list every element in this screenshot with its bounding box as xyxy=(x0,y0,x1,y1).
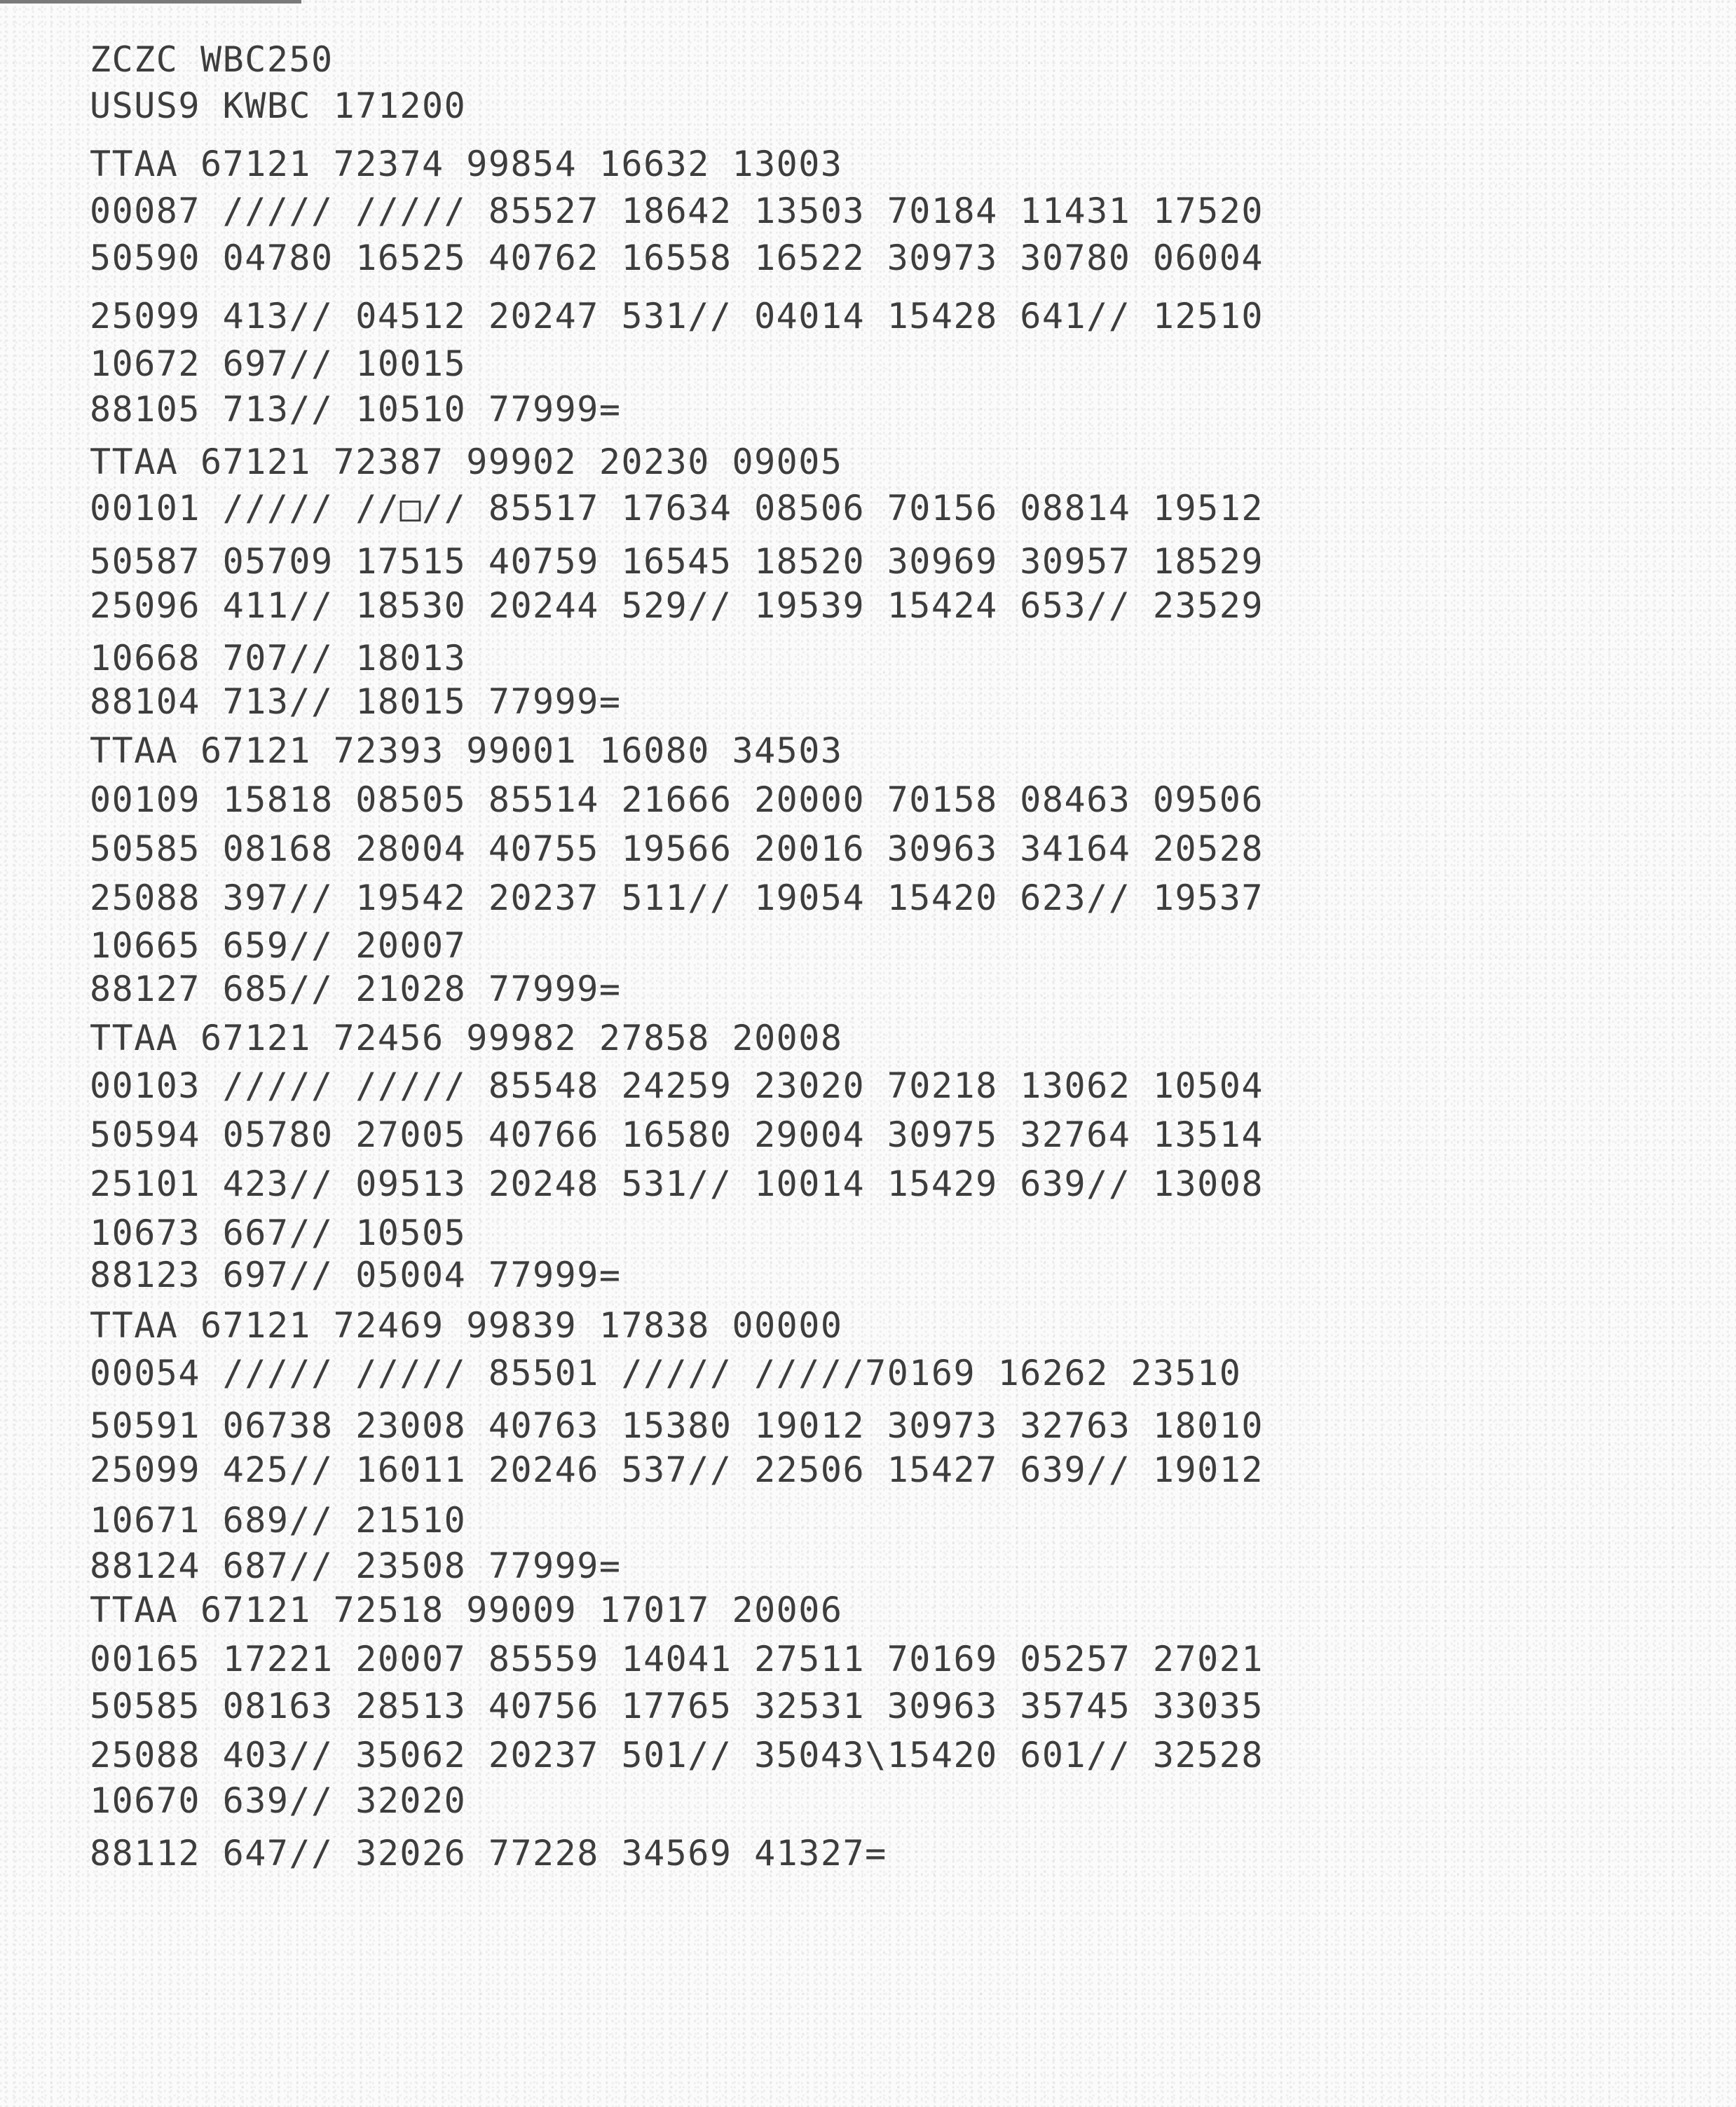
report-line: 25088 397// 19542 20237 511// 19054 15420 623// 19537 xyxy=(90,878,1264,918)
report-line: 25101 423// 09513 20248 531// 10014 15429 639// 13008 xyxy=(90,1164,1264,1204)
report-line: 50590 04780 16525 40762 16558 16522 30973 30780 06004 xyxy=(90,238,1264,278)
report-line: 50587 05709 17515 40759 16545 18520 30969 30957 18529 xyxy=(90,541,1264,582)
report-line: 50585 08163 28513 40756 17765 32531 30963 35745 33035 xyxy=(90,1686,1264,1726)
report-line: TTAA 67121 72374 99854 16632 13003 xyxy=(90,144,843,184)
report-line: 00103 ///// ///// 85548 24259 23020 70218 13062 10504 xyxy=(90,1065,1264,1106)
report-line: 10672 697// 10015 xyxy=(90,343,467,384)
report-line: TTAA 67121 72456 99982 27858 20008 xyxy=(90,1018,843,1058)
report-line: 50591 06738 23008 40763 15380 19012 30973 32763 18010 xyxy=(90,1405,1264,1446)
report-line: 10668 707// 18013 xyxy=(90,638,467,679)
report-line: 00165 17221 20007 85559 14041 27511 70169 05257 27021 xyxy=(90,1639,1264,1679)
report-line: TTAA 67121 72393 99001 16080 34503 xyxy=(90,730,843,771)
report-line: 25096 411// 18530 20244 529// 19539 15424 653// 23529 xyxy=(90,585,1264,626)
report-line: 25099 413// 04512 20247 531// 04014 15428 641// 12510 xyxy=(90,296,1264,336)
report-line: 50594 05780 27005 40766 16580 29004 30975 32764 13514 xyxy=(90,1114,1264,1155)
report-line: 88105 713// 10510 77999= xyxy=(90,389,622,430)
header-line: USUS9 KWBC 171200 xyxy=(90,86,467,126)
report-line: 88104 713// 18015 77999= xyxy=(90,681,622,722)
report-line: 25099 425// 16011 20246 537// 22506 15427 639// 19012 xyxy=(90,1450,1264,1490)
report-line: 10665 659// 20007 xyxy=(90,925,467,966)
report-line: 00087 ///// ///// 85527 18642 13503 70184 11431 17520 xyxy=(90,191,1264,231)
report-line: 10673 667// 10505 xyxy=(90,1213,467,1253)
report-line: 88123 697// 05004 77999= xyxy=(90,1255,622,1295)
report-line: 00101 ///// //□// 85517 17634 08506 70156 08814 19512 xyxy=(90,488,1264,529)
report-line: 10671 689// 21510 xyxy=(90,1500,467,1541)
report-line: TTAA 67121 72518 99009 17017 20006 xyxy=(90,1590,843,1630)
report-line: 88127 685// 21028 77999= xyxy=(90,969,622,1009)
report-line: 25088 403// 35062 20237 501// 35043\15420 601// 32528 xyxy=(90,1735,1264,1775)
report-line: 00054 ///// ///// 85501 ///// /////70169 16262 23510 xyxy=(90,1353,1242,1393)
report-line: 00109 15818 08505 85514 21666 20000 70158 08463 09506 xyxy=(90,779,1264,820)
report-line: 88112 647// 32026 77228 34569 41327= xyxy=(90,1833,887,1874)
report-line: 88124 687// 23508 77999= xyxy=(90,1546,622,1586)
report-line: 50585 08168 28004 40755 19566 20016 30963 34164 20528 xyxy=(90,829,1264,869)
report-line: TTAA 67121 72469 99839 17838 00000 xyxy=(90,1305,843,1346)
header-line: ZCZC WBC250 xyxy=(90,39,334,80)
report-line: TTAA 67121 72387 99902 20230 09005 xyxy=(90,442,843,482)
report-line: 10670 639// 32020 xyxy=(90,1780,467,1821)
